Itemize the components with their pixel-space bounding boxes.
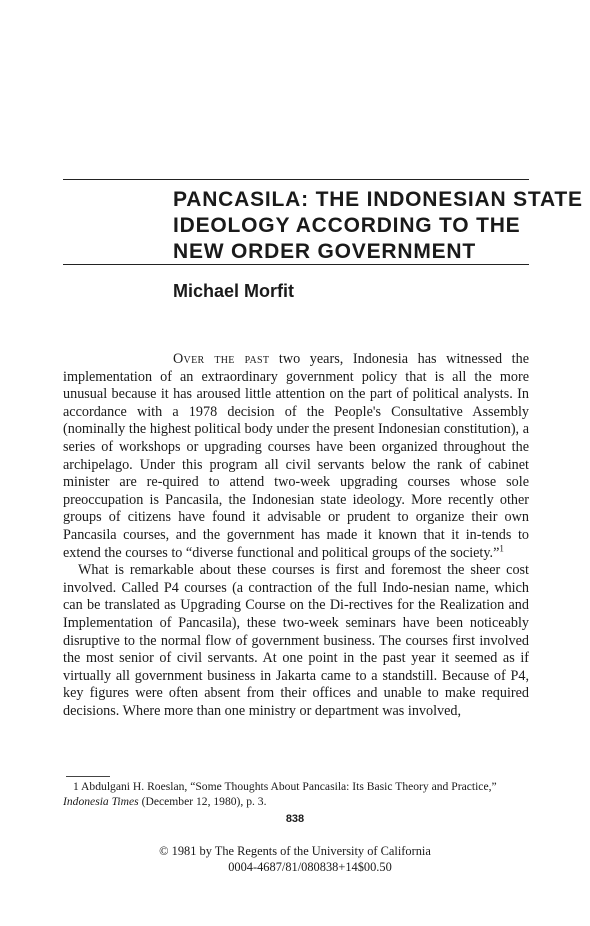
footnote-ref: 1 xyxy=(499,542,504,553)
paragraph-2: What is remarkable about these courses is first and foremost the sheer cost involved. Called P4 courses (a contraction of the full Indo-nesian name, which can be translated as Upgrading Course on the Di-rectives for the Realization and Implementation of Pancasila), these two-week seminars have been noticeably disruptive to the normal flow of government business. The courses first involved the most senior of civil servants. At one point in the past year it seemed as if virtually all government business in Jakarta came to a standstill. Because of P4, key figures were often absent from their offices and unable to make required decisions. Where more than one ministry or department was involved, xyxy=(63,562,529,719)
article-body xyxy=(63,351,529,720)
footnote-text-a: Abdulgani H. Roeslan, “Some Thoughts About Pancasila: Its Basic Theory and Practice,” xyxy=(78,780,497,793)
title-line-1: PANCASILA: THE INDONESIAN STATE xyxy=(173,188,583,211)
author-name: Michael Morfit xyxy=(173,281,295,301)
copyright-line: © 1981 by The Regents of the University of California xyxy=(159,844,431,858)
footnote xyxy=(63,779,529,809)
page-number: 838 xyxy=(285,813,305,825)
paragraph-1 xyxy=(63,351,529,562)
paragraph-lead: Over the past xyxy=(173,351,270,367)
top-rule xyxy=(63,179,529,180)
footnote-text-b: (December 12, 1980), p. 3. xyxy=(138,795,267,808)
issn-line: 0004-4687/81/080838+14$00.50 xyxy=(228,860,392,874)
title-line-3: NEW ORDER GOVERNMENT xyxy=(173,240,477,263)
footnote-journal: Indonesia Times xyxy=(63,795,139,808)
article-title xyxy=(173,187,583,265)
paragraph-1-text: two years, Indonesia has witnessed the implementation of an extraordinary government policy that is all the more unusual because it has aroused little attention on the part of political analysts. In accordance with a 1978 decision of the People's Consultative Assembly (nominally the highest political body under the present Indonesian constitution), a series of workshops or upgrading courses have been organized throughout the archipelago. Under this program all civil servants below the rank of cabinet minister are re-quired to attend two-week upgrading courses whose sole preoccupation is Pancasila, the Indonesian state ideology. More recently other groups of citizens have found it advisable or prudent to organize their own Pancasila courses, and the government has made it known that it in-tends to extend the courses to “diverse functional and political groups of the society.” xyxy=(63,351,529,561)
title-rule xyxy=(63,264,529,265)
copyright-block xyxy=(0,843,590,875)
footnote-rule xyxy=(66,776,110,777)
footnote-number: 1 xyxy=(73,780,79,793)
title-line-2: IDEOLOGY ACCORDING TO THE xyxy=(173,214,521,237)
